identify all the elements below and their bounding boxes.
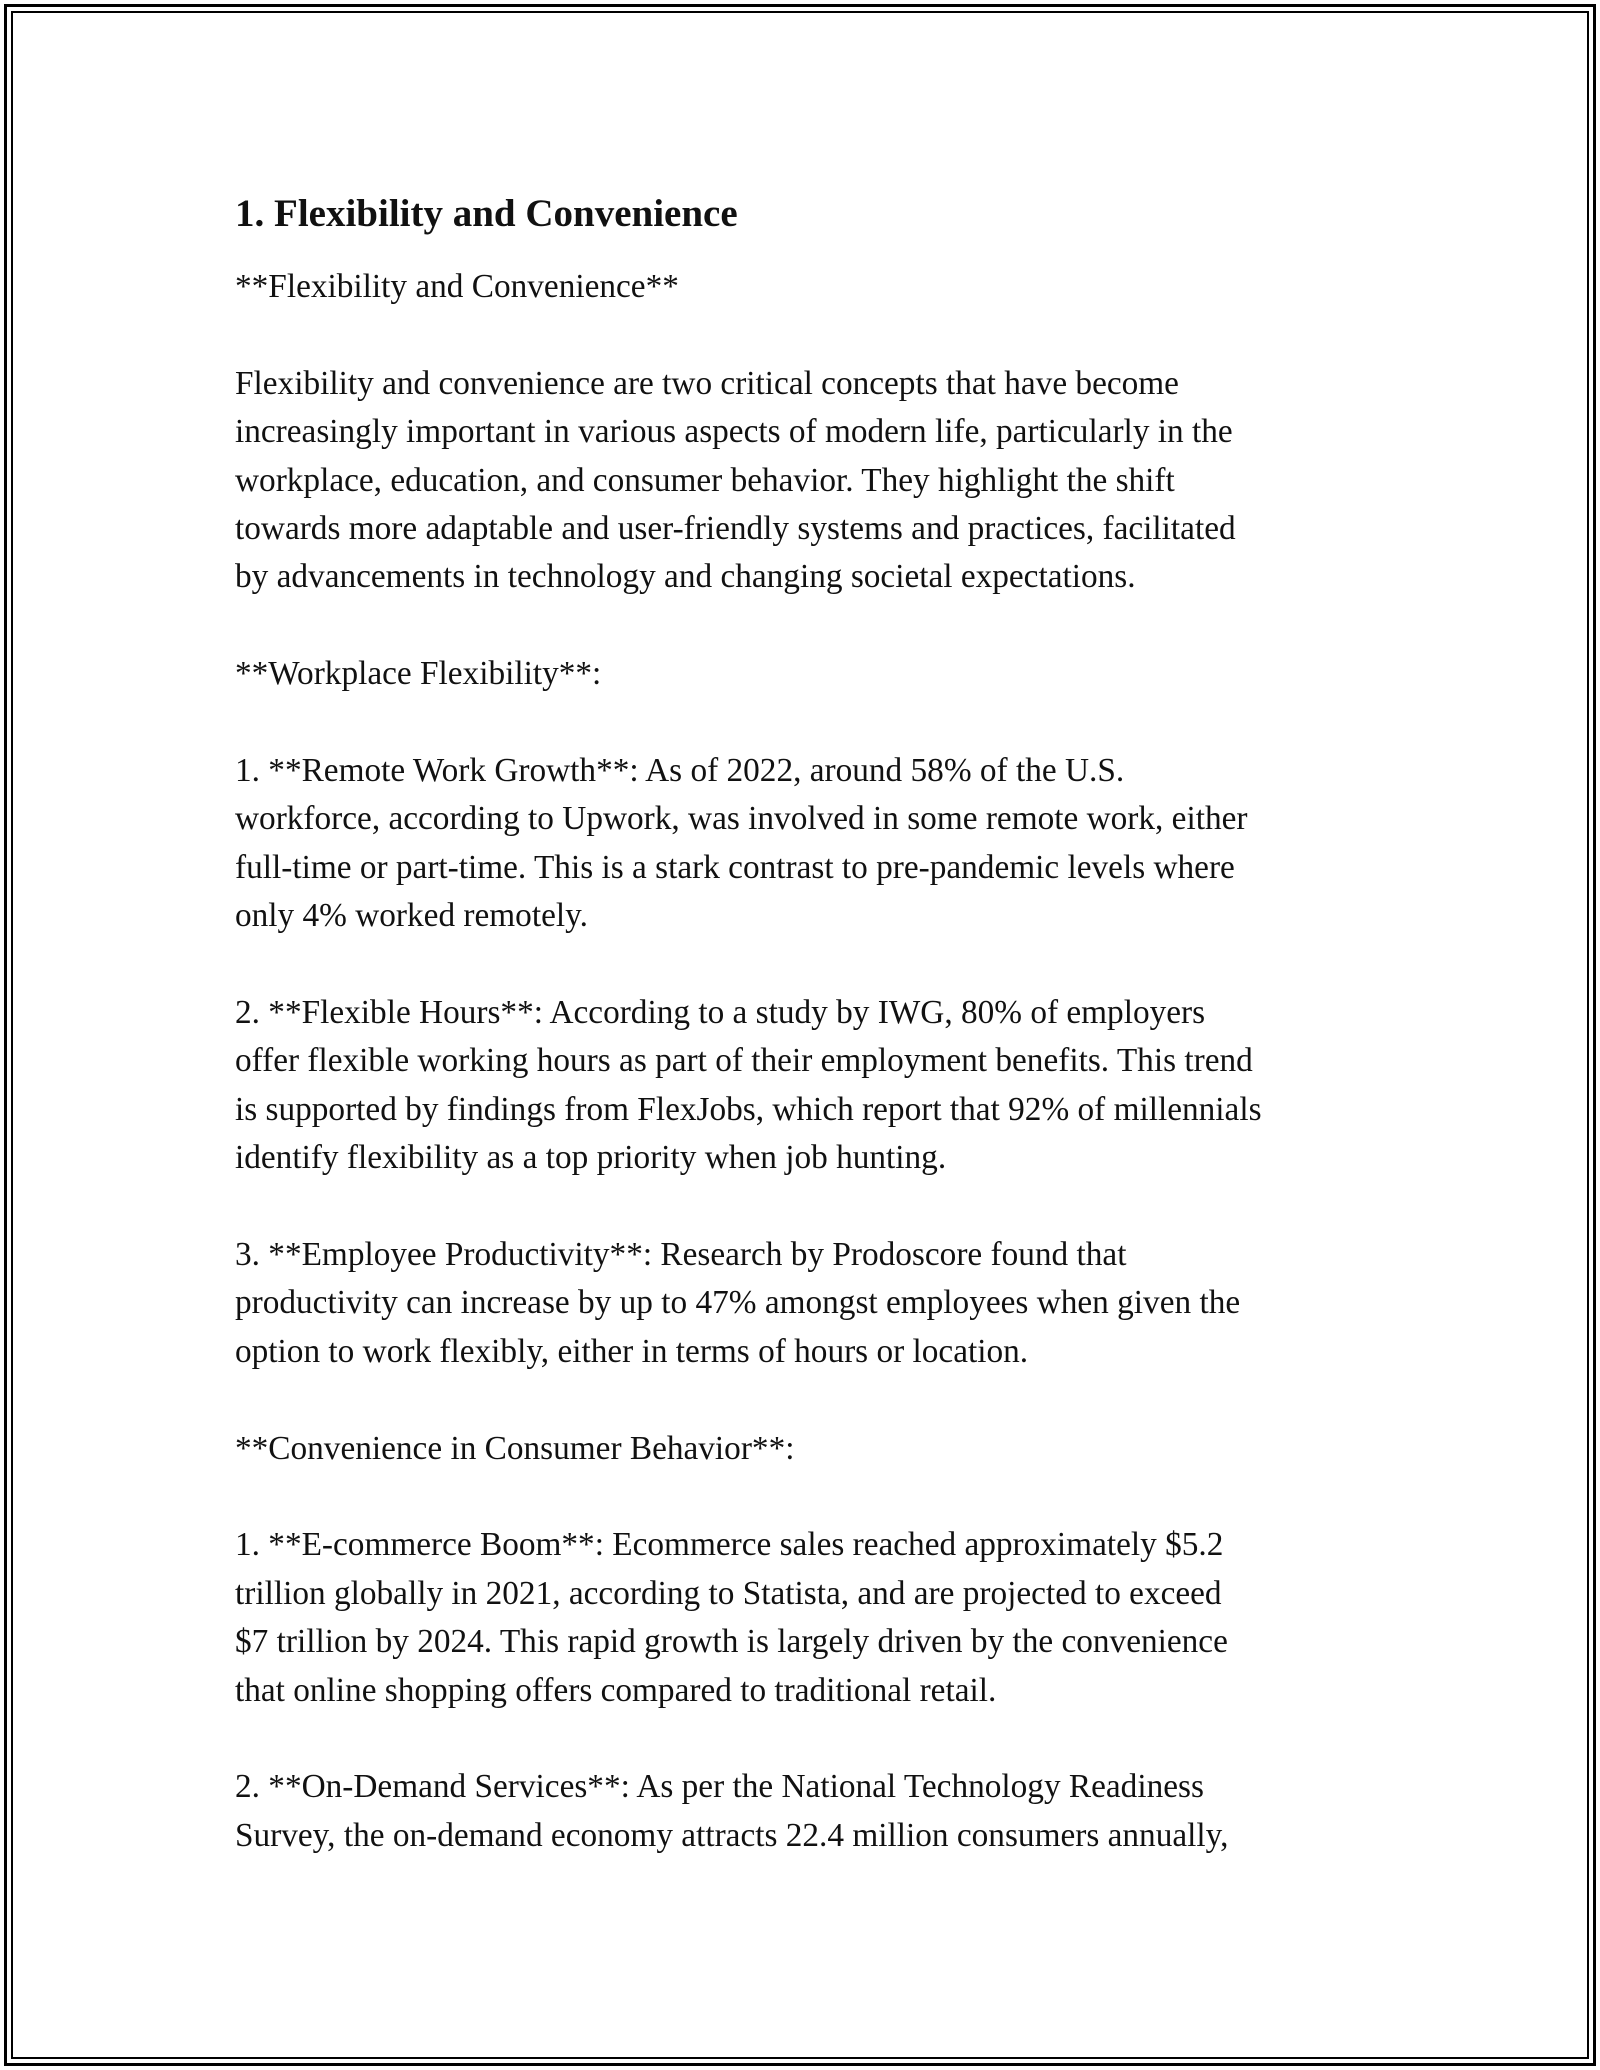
subheading-paragraph: **Flexibility and Convenience** bbox=[235, 268, 679, 305]
document-body bbox=[235, 183, 1375, 1909]
flexible-hours-paragraph: 2. **Flexible Hours**: According to a study by IWG, 80% of employers offer flexible working hours as part of their employment benefits. This trend is supported by findings from FlexJobs, which report that 92% of millennials identify flexibility as a top priority when job hunting. bbox=[235, 994, 1262, 1177]
ecommerce-paragraph: 1. **E-commerce Boom**: Ecommerce sales reached approximately $5.2 trillion globally in 2021, according to Statista, and are projected to exceed $7 trillion by 2024. This rapid growth is largely driven by the convenience that online shopping offers compared to traditional retail. bbox=[235, 1526, 1228, 1709]
employee-productivity-paragraph: 3. **Employee Productivity**: Research by Prodoscore found that productivity can increase by up to 47% amongst employees when given the option to work flexibly, either in terms of hours or location. bbox=[235, 1236, 1241, 1370]
section-heading: 1. Flexibility and Convenience bbox=[235, 192, 738, 235]
intro-paragraph: Flexibility and convenience are two critical concepts that have become increasingly important in various aspects of modern life, particularly in the workplace, education, and consumer behavior. They highlight the shift towards more adaptable and user-friendly systems and practices, facilitated by advancements in technology and changing societal expectations. bbox=[235, 364, 1236, 596]
workplace-flexibility-heading: **Workplace Flexibility**: bbox=[235, 655, 602, 693]
remote-work-paragraph: 1. **Remote Work Growth**: As of 2022, around 58% of the U.S. workforce, according to Upwork, was involved in some remote work, either full-time or part-time. This is a stark contrast to pre-pandemic levels where only 4% worked remotely. bbox=[235, 752, 1248, 935]
on-demand-paragraph: 2. **On-Demand Services**: As per the National Technology Readiness Survey, the on-demand economy attracts 22.4 million consumers annually, bbox=[235, 1768, 1229, 1854]
consumer-convenience-heading: **Convenience in Consumer Behavior**: bbox=[235, 1429, 795, 1467]
